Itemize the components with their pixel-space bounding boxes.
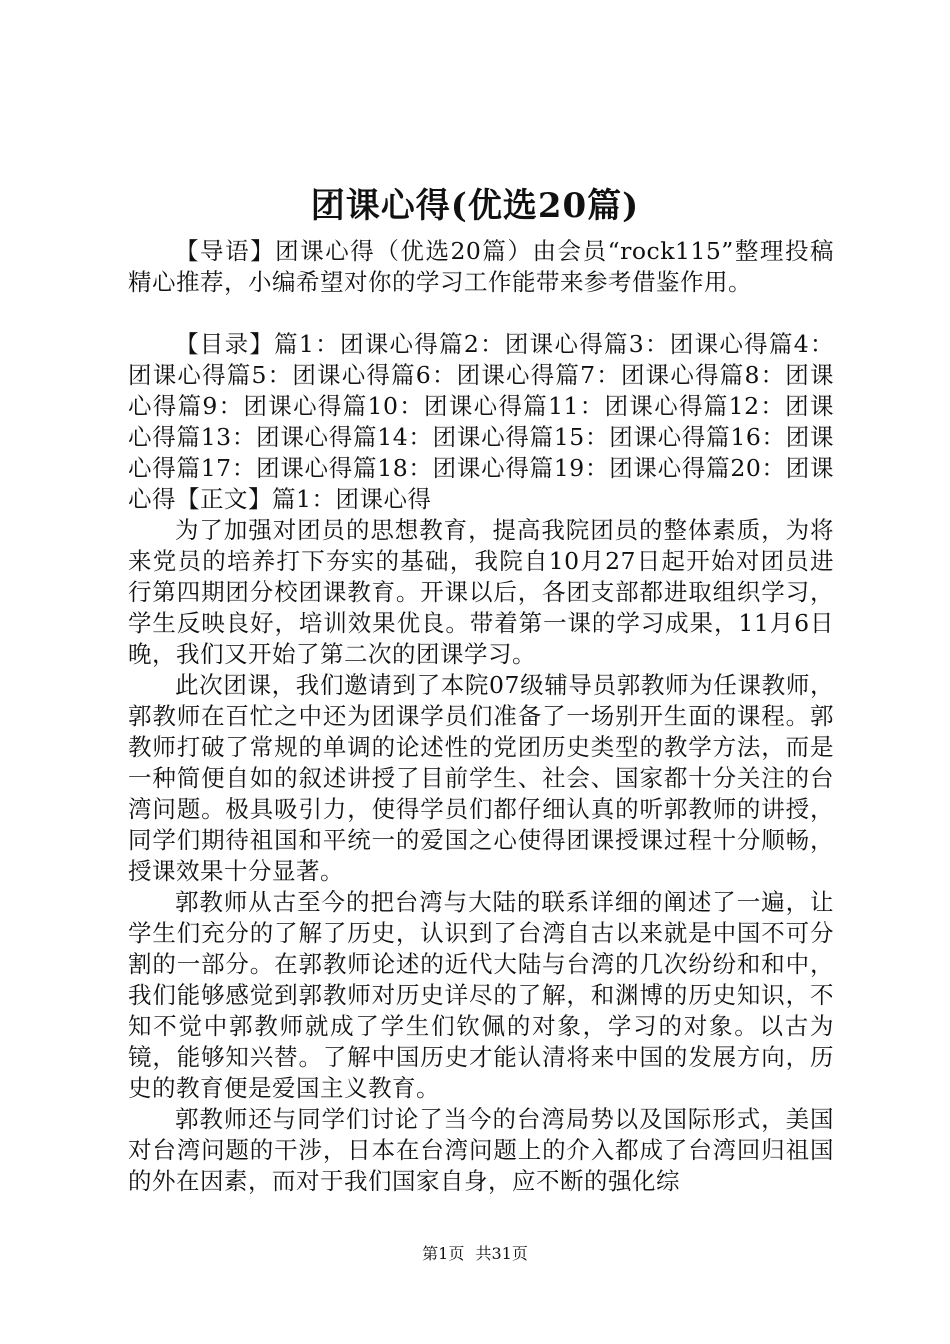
document-title: 团课心得(优选20篇) <box>310 186 640 226</box>
toc-paragraph: 【目录】篇1：团课心得篇2：团课心得篇3：团课心得篇4：团课心得篇5：团课心得篇6：团课心得篇7：团课心得篇8：团课心得篇9：团课心得篇10：团课心得篇11：团课心得篇12：团课心得篇13：团课心得篇14：团课心得篇15：团课心得篇16：团课心得篇17：团课心得篇18：团课心得篇19：团课心得篇20：团课心得【正文】篇1：团课心得 <box>128 330 834 513</box>
body-paragraph: 郭教师还与同学们讨论了当今的台湾局势以及国际形式，美国对台湾问题的干涉，日本在台湾问题上的介入都成了台湾回归祖国的外在因素，而对于我们国家自身，应不断的强化综 <box>128 1105 834 1195</box>
page-footer <box>0 1243 950 1265</box>
body-paragraph: 郭教师从古至今的把台湾与大陆的联系详细的阐述了一遍，让学生们充分的了解了历史，认识到了台湾自古以来就是中国不可分割的一部分。在郭教师论述的近代大陆与台湾的几次纷纷和和中，我们能够感觉到郭教师对历史详尽的了解，和渊博的历史知识，不知不觉中郭教师就成了学生们钦佩的对象，学习的对象。以古为镜，能够知兴替。了解中国历史才能认清将来中国的发展方向，历史的教育便是爱国主义教育。 <box>128 888 834 1102</box>
document-body <box>128 236 834 1197</box>
intro-paragraph: 【导语】团课心得（优选20篇）由会员“rock115”整理投稿精心推荐，小编希望对你的学习工作能带来参考借鉴作用。 <box>128 237 834 296</box>
body-paragraph: 此次团课，我们邀请到了本院07级辅导员郭教师为任课教师，郭教师在百忙之中还为团课学员们准备了一场别开生面的课程。郭教师打破了常规的单调的论述性的党团历史类型的教学方法，而是一种简便自如的叙述讲授了目前学生、社会、国家都十分关注的台湾问题。极具吸引力，使得学员们都仔细认真的听郭教师的讲授，同学们期待祖国和平统一的爱国之心使得团课授课过程十分顺畅，授课效果十分显著。 <box>128 671 834 885</box>
body-paragraph: 为了加强对团员的思想教育，提高我院团员的整体素质，为将来党员的培养打下夯实的基础，我院自10月27日起开始对团员进行第四期团分校团课教育。开课以后，各团支部都进取组织学习，学生反映良好，培训效果优良。带着第一课的学习成果，11月6日晚，我们又开始了第二次的团课学习。 <box>128 516 834 668</box>
page-number: 第1页 <box>422 1244 465 1263</box>
page-total: 共31页 <box>475 1244 528 1263</box>
